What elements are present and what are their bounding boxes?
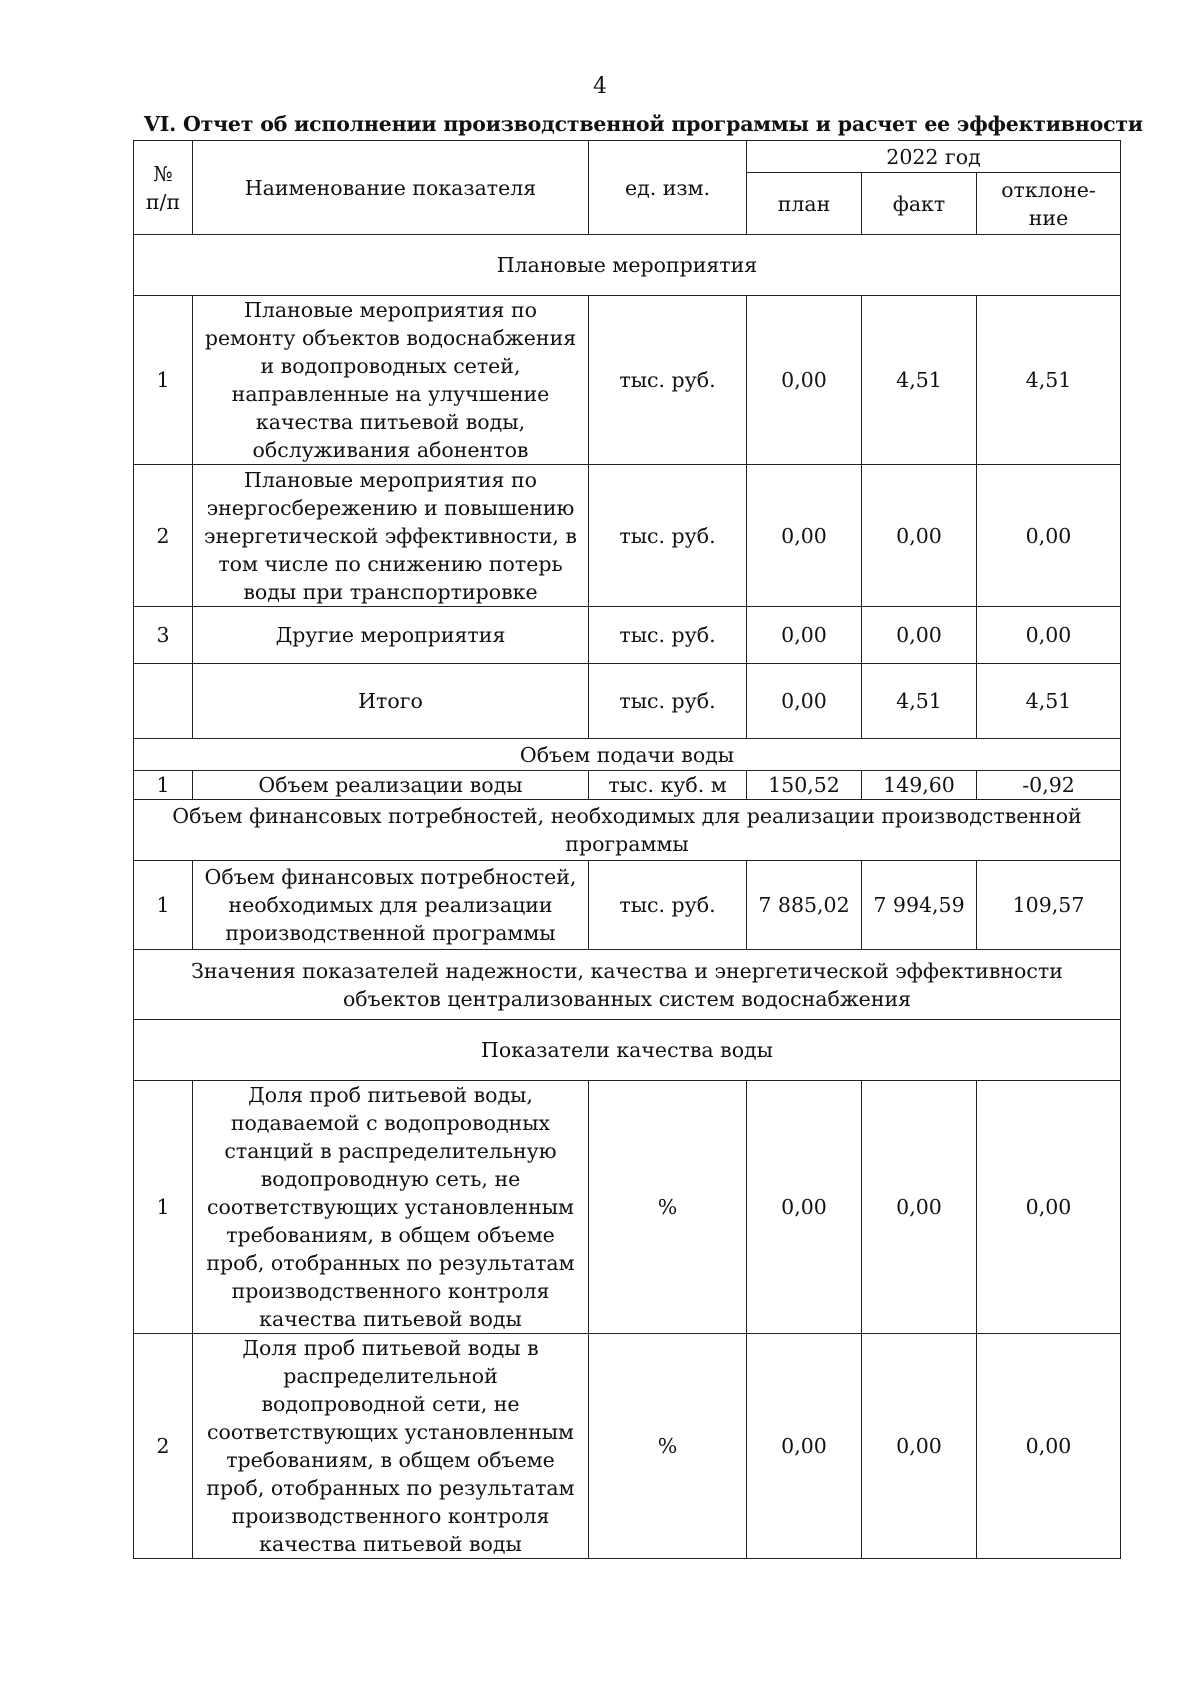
total-row	[134, 664, 1121, 739]
section-row	[134, 800, 1121, 861]
row-unit: %	[589, 1334, 747, 1559]
header-unit: ед. изм.	[589, 141, 747, 235]
row-name: Доля проб питьевой воды, подаваемой с водопроводных станций в распределительную водопроводную сеть, не соответствующих установленным требованиям, в общем объеме проб, отобранных по результатам производственного контроля качества питьевой воды	[193, 1081, 589, 1334]
row-num	[134, 664, 193, 739]
row-fact: 0,00	[862, 1334, 977, 1559]
table-row	[134, 465, 1121, 607]
header-plan: план	[747, 173, 862, 235]
row-name: Объем реализации воды	[193, 771, 589, 800]
header-fact: факт	[862, 173, 977, 235]
row-deviation: 0,00	[977, 607, 1121, 664]
row-unit: %	[589, 1081, 747, 1334]
row-name: Плановые мероприятия по энергосбережению и повышению энергетической эффективности, в том числе по снижению потерь воды при транспортировке	[193, 465, 589, 607]
section-finance: Объем финансовых потребностей, необходимых для реализации производственной программы	[134, 800, 1121, 861]
row-name: Другие мероприятия	[193, 607, 589, 664]
table-row	[134, 296, 1121, 465]
row-deviation: 4,51	[977, 296, 1121, 465]
row-fact: 4,51	[862, 296, 977, 465]
row-unit: тыс. куб. м	[589, 771, 747, 800]
row-num: 1	[134, 771, 193, 800]
row-deviation: 0,00	[977, 465, 1121, 607]
row-name: Объем финансовых потребностей, необходимых для реализации производственной программы	[193, 861, 589, 950]
header-deviation: отклоне-ние	[977, 173, 1121, 235]
section-row	[134, 235, 1121, 296]
row-plan: 150,52	[747, 771, 862, 800]
row-deviation: 4,51	[977, 664, 1121, 739]
total-label: Итого	[193, 664, 589, 739]
row-fact: 0,00	[862, 1081, 977, 1334]
row-plan: 0,00	[747, 296, 862, 465]
table-row	[134, 771, 1121, 800]
row-unit: тыс. руб.	[589, 296, 747, 465]
document-title: VI. Отчет об исполнении производственной программы и расчет ее эффективности	[144, 112, 1143, 136]
report-table	[133, 140, 1121, 1559]
section-row	[134, 739, 1121, 771]
page-number: 4	[593, 74, 607, 99]
row-unit: тыс. руб.	[589, 465, 747, 607]
row-plan: 7 885,02	[747, 861, 862, 950]
table-row	[134, 1081, 1121, 1334]
row-num: 3	[134, 607, 193, 664]
row-name: Плановые мероприятия по ремонту объектов водоснабжения и водопроводных сетей, направленные на улучшение качества питьевой воды, обслуживания абонентов	[193, 296, 589, 465]
row-num: 1	[134, 296, 193, 465]
row-num: 2	[134, 465, 193, 607]
row-fact: 0,00	[862, 465, 977, 607]
row-plan: 0,00	[747, 1081, 862, 1334]
row-fact: 7 994,59	[862, 861, 977, 950]
header-num: № п/п	[134, 141, 193, 235]
header-name: Наименование показателя	[193, 141, 589, 235]
row-deviation: 109,57	[977, 861, 1121, 950]
row-name: Доля проб питьевой воды в распределительной водопроводной сети, не соответствующих установленным требованиям, в общем объеме проб, отобранных по результатам производственного контроля качества питьевой воды	[193, 1334, 589, 1559]
row-num: 1	[134, 1081, 193, 1334]
row-unit: тыс. руб.	[589, 861, 747, 950]
row-deviation: 0,00	[977, 1081, 1121, 1334]
section-supply: Объем подачи воды	[134, 739, 1121, 771]
header-row	[134, 141, 1121, 173]
section-quality: Показатели качества воды	[134, 1020, 1121, 1081]
row-fact: 0,00	[862, 607, 977, 664]
row-plan: 0,00	[747, 664, 862, 739]
row-plan: 0,00	[747, 1334, 862, 1559]
row-num: 1	[134, 861, 193, 950]
section-row	[134, 1020, 1121, 1081]
row-plan: 0,00	[747, 465, 862, 607]
row-fact: 4,51	[862, 664, 977, 739]
row-deviation: -0,92	[977, 771, 1121, 800]
row-num: 2	[134, 1334, 193, 1559]
section-indicators: Значения показателей надежности, качества и энергетической эффективности объектов централизованных систем водоснабжения	[134, 950, 1121, 1020]
header-year: 2022 год	[747, 141, 1121, 173]
row-unit: тыс. руб.	[589, 607, 747, 664]
row-fact: 149,60	[862, 771, 977, 800]
table-row	[134, 861, 1121, 950]
row-deviation: 0,00	[977, 1334, 1121, 1559]
table-row	[134, 607, 1121, 664]
row-unit: тыс. руб.	[589, 664, 747, 739]
section-row	[134, 950, 1121, 1020]
section-planned: Плановые мероприятия	[134, 235, 1121, 296]
table-row	[134, 1334, 1121, 1559]
row-plan: 0,00	[747, 607, 862, 664]
